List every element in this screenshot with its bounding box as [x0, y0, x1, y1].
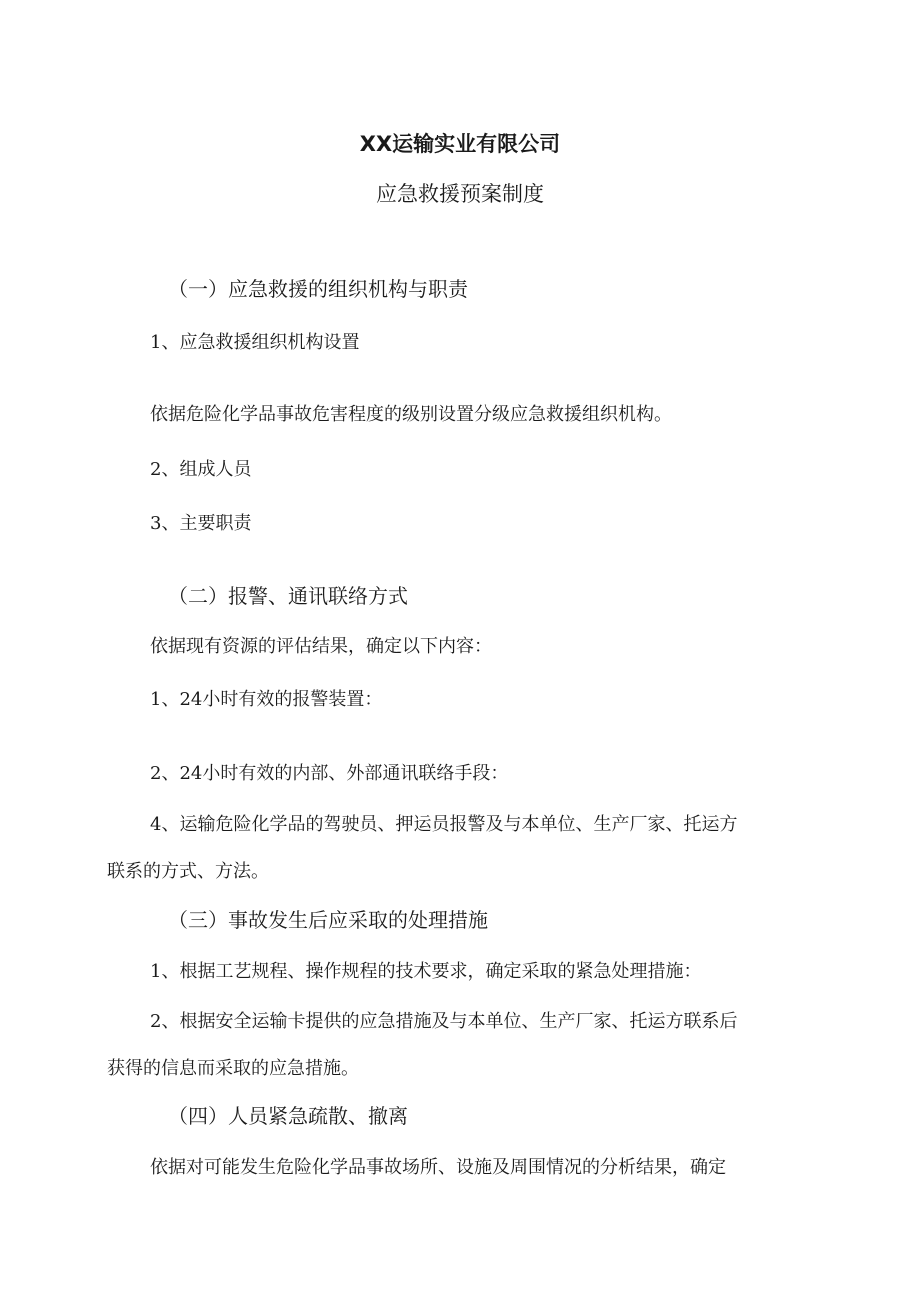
section2-item-1: 1、24小时有效的报警装置：	[150, 689, 383, 710]
document-subtitle: 应急救援预案制度	[376, 182, 544, 206]
section3-item-2-line-1: 2、根据安全运输卡提供的应急措施及与本单位、生产厂家、托运方联系后	[150, 1011, 738, 1032]
section2-item-4-line-2: 联系的方式、方法。	[107, 861, 269, 882]
section3-item-2-line-2: 获得的信息而采取的应急措施。	[107, 1058, 359, 1079]
section4-paragraph-line-1: 依据对可能发生危险化学品事故场所、设施及周围情况的分析结果，确定	[150, 1157, 726, 1178]
section-heading-2: （二）报警、通讯联络方式	[168, 584, 408, 608]
section-heading-4: （四）人员紧急疏散、撤离	[168, 1104, 408, 1128]
section2-item-2: 2、24小时有效的内部、外部通讯联络手段：	[150, 763, 509, 784]
section-heading-3: （三）事故发生后应采取的处理措施	[168, 908, 488, 932]
section1-item-1: 1、应急救援组织机构设置	[150, 332, 360, 353]
section2-item-4-line-1: 4、运输危险化学品的驾驶员、押运员报警及与本单位、生产厂家、托运方	[150, 814, 738, 835]
section1-description: 依据危险化学品事故危害程度的级别设置分级应急救援组织机构。	[150, 404, 672, 425]
section-heading-1: （一）应急救援的组织机构与职责	[168, 277, 468, 301]
section1-item-3: 3、主要职责	[150, 513, 252, 534]
company-title: XX运输实业有限公司	[359, 132, 561, 156]
section3-item-1: 1、根据工艺规程、操作规程的技术要求，确定采取的紧急处理措施：	[150, 961, 702, 982]
section2-intro: 依据现有资源的评估结果，确定以下内容：	[150, 636, 492, 657]
section1-item-2: 2、组成人员	[150, 459, 252, 480]
